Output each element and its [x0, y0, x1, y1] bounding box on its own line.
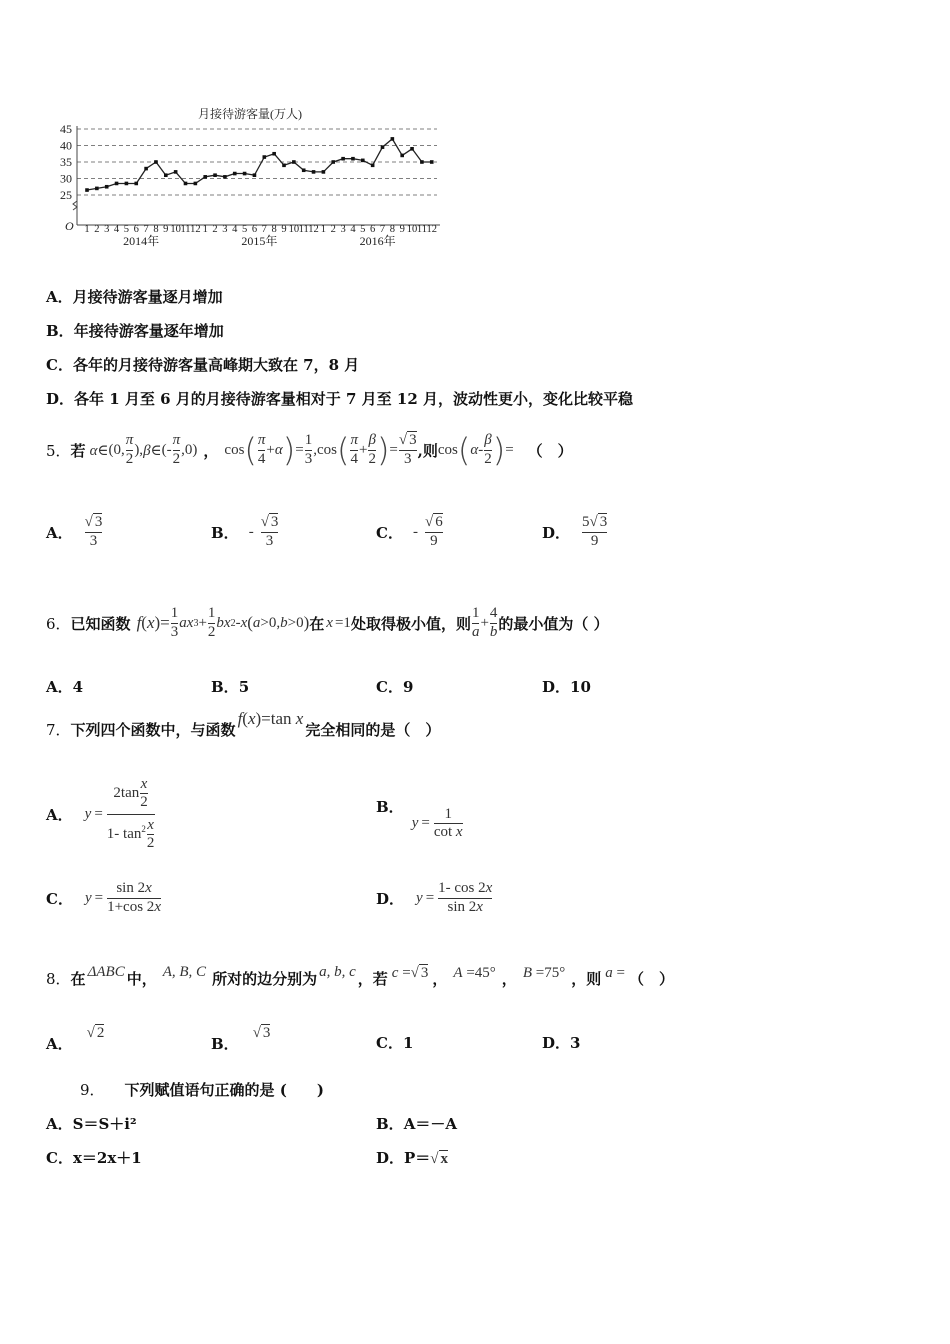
data-point	[282, 164, 286, 168]
x-tick-label: 4	[350, 224, 356, 235]
data-point	[391, 137, 395, 141]
q5-option-d: D． $\frac{5√ 3}{9}$	[542, 514, 608, 549]
x-tick-label: 5	[123, 224, 130, 235]
q5-option-b: B． - $\frac{√ 3}{3}$	[211, 514, 279, 549]
data-point	[213, 173, 217, 177]
data-point	[253, 173, 257, 177]
question-9: 9． 下列赋值语句正确的是 ( )	[80, 1081, 324, 1099]
q8-option-c: C．1	[376, 1034, 414, 1052]
x-tick-label: 3	[340, 224, 346, 235]
data-point	[154, 160, 158, 164]
q6-option-a: A．4	[46, 678, 84, 696]
x-tick-label: 7	[143, 224, 149, 235]
x-tick-label: 8	[153, 224, 159, 235]
q6-option-b: B．5	[211, 678, 250, 696]
x-tick-label: 5	[241, 224, 248, 235]
x-tick-label: 7	[261, 224, 267, 235]
data-point	[125, 182, 129, 186]
visitor-line-chart	[45, 100, 465, 255]
data-point	[144, 167, 148, 171]
data-point	[203, 175, 207, 179]
x-tick-label: 10	[170, 224, 181, 235]
data-point	[410, 147, 414, 151]
q9-option-b: B．A＝－A	[376, 1115, 457, 1133]
q4-option-a: A．月接待游客量逐月增加	[46, 288, 223, 306]
axis-break-mark	[73, 201, 77, 210]
question-7: 7． 下列四个函数中，与函数 f(x)=tan x 完全相同的是（ ）	[46, 709, 441, 739]
data-point	[351, 157, 355, 161]
x-tick-label: 11	[180, 224, 191, 235]
x-tick-label: 12	[426, 224, 437, 235]
data-point	[322, 170, 326, 174]
data-point	[243, 172, 247, 176]
q5-option-a: A． $\frac{√ 3}{3}$	[46, 514, 103, 549]
data-point	[223, 175, 227, 179]
x-tick-label: 2	[212, 224, 218, 235]
x-tick-label: 11	[298, 224, 309, 235]
data-point	[430, 160, 434, 164]
q4-option-d: D．各年 1 月至 6 月的月接待游客量相对于 7 月至 12 月，波动性更小，变化比较平稳	[46, 390, 633, 408]
x-tick-label: 10	[406, 224, 418, 235]
x-tick-label: 8	[389, 224, 395, 235]
q9-option-a: A．S＝S＋i²	[46, 1115, 137, 1133]
x-tick-label: 9	[163, 224, 169, 235]
data-point	[115, 182, 119, 186]
year-label: 2016年	[359, 234, 396, 248]
x-tick-label: 1	[202, 224, 208, 235]
data-point	[85, 188, 89, 192]
data-point	[134, 182, 138, 186]
data-point	[400, 154, 404, 158]
x-tick-label: 4	[113, 224, 120, 235]
x-tick-label: 3	[222, 224, 228, 235]
x-tick-label: 5	[360, 224, 366, 235]
year-label: 2015年	[241, 234, 278, 248]
data-point	[95, 187, 99, 191]
x-tick-label: 6	[251, 224, 258, 235]
x-tick-label: 12	[190, 224, 201, 235]
data-point	[361, 159, 365, 163]
data-point	[312, 170, 316, 174]
x-tick-label: 9	[399, 224, 405, 235]
x-tick-label: 2	[330, 224, 336, 235]
q7-option-c: C． y = $\frac{\sin 2x}{1+\cos 2x}$	[46, 880, 161, 915]
question-8: 8． 在 ΔABC 中， A, B, C 所对的边分别为 a, b, c ，若 c =√ 3 ， A =45° ， B =75° ，则 a = （ ）	[46, 963, 674, 988]
x-tick-label: 8	[271, 224, 277, 235]
q8-option-a: A． √ 2	[46, 1025, 105, 1053]
y-tick-label: 35	[60, 155, 72, 169]
y-tick-label: 45	[60, 122, 72, 136]
question-6: 6． 已知函数 f ( x )= $\frac{1}{3}$ ax 3 + $\frac{1}{2}$ bx 2 - x ( a >0, b >0 ) 在 x =1 处取得极小值，则 $\frac{1}{a}$ + $\frac{4}{b}$ 的最小值为（ ）	[46, 605, 609, 640]
q5-option-c: C． - $\frac{√ 6}{9}$	[376, 514, 443, 549]
q7-option-b: B． y = $\frac{1}{\text{cot x}}$	[376, 798, 463, 841]
q9-option-d: D．P＝√ x	[376, 1149, 449, 1167]
y-tick-label: 25	[60, 188, 72, 202]
x-tick-label: 3	[104, 224, 110, 235]
data-point	[292, 160, 296, 164]
x-tick-label: 12	[308, 224, 319, 235]
data-point	[194, 182, 198, 186]
x-tick-label: 6	[133, 224, 139, 235]
x-tick-label: 1	[84, 224, 90, 235]
x-tick-label: 11	[416, 224, 427, 235]
x-tick-label: 10	[288, 224, 300, 235]
data-point	[420, 160, 424, 164]
data-point	[184, 182, 188, 186]
q4-option-b: B．年接待游客量逐年增加	[46, 322, 224, 340]
data-point	[371, 164, 375, 168]
y-tick-label: 40	[60, 138, 72, 153]
q7-option-d: D． y = $\frac{1- \cos 2x}{\sin 2x}$	[376, 880, 493, 915]
q8-option-d: D．3	[542, 1034, 581, 1052]
data-point	[105, 185, 109, 189]
x-tick-label: 2	[94, 224, 100, 235]
x-tick-label: 9	[281, 224, 287, 235]
q9-option-c: C．x＝2x＋1	[46, 1149, 142, 1167]
question-5: 5． 若 α∈ (0, $\frac{\pi}{2}$ ), β∈ (- $\frac{\pi}{2}$ ,0) ， cos ( $\frac{\pi}{4}$ + α ) = $\frac{1}{3}$ ,cos ( $\frac{\pi}{4}$ + $\frac{\beta}{2}$ ) = $\frac{√ 3}{3}$ ,则 cos ( α - $\frac{\beta}{2}$ ) = （ ）	[46, 431, 573, 469]
year-label: 2014年	[123, 234, 160, 248]
data-point	[263, 155, 267, 159]
x-tick-label: 1	[320, 224, 327, 235]
data-point	[174, 170, 178, 174]
x-tick-label: 7	[379, 224, 386, 235]
data-point	[302, 168, 306, 172]
data-point	[272, 152, 276, 156]
data-point	[331, 160, 335, 164]
q4-option-c: C．各年的月接待游客量高峰期大致在 7，8 月	[46, 356, 360, 374]
series-line	[87, 139, 432, 190]
q8-option-b: B． √ 3	[211, 1025, 271, 1053]
data-point	[233, 172, 237, 176]
data-point	[341, 157, 345, 161]
x-tick-label: 4	[232, 224, 238, 235]
data-point	[164, 173, 168, 177]
x-tick-label: 6	[370, 224, 376, 235]
chart-title: 月接待游客量(万人)	[198, 107, 302, 121]
q7-option-a: A． y = 2tan $\frac{x}{2}$ 1- $\tan^2$ $\frac{x}{2}$	[46, 776, 155, 851]
data-point	[381, 145, 385, 149]
origin-label: O	[65, 219, 74, 233]
y-tick-label: 30	[60, 171, 72, 186]
q6-option-c: C．9	[376, 678, 414, 696]
q6-option-d: D．10	[542, 678, 591, 696]
